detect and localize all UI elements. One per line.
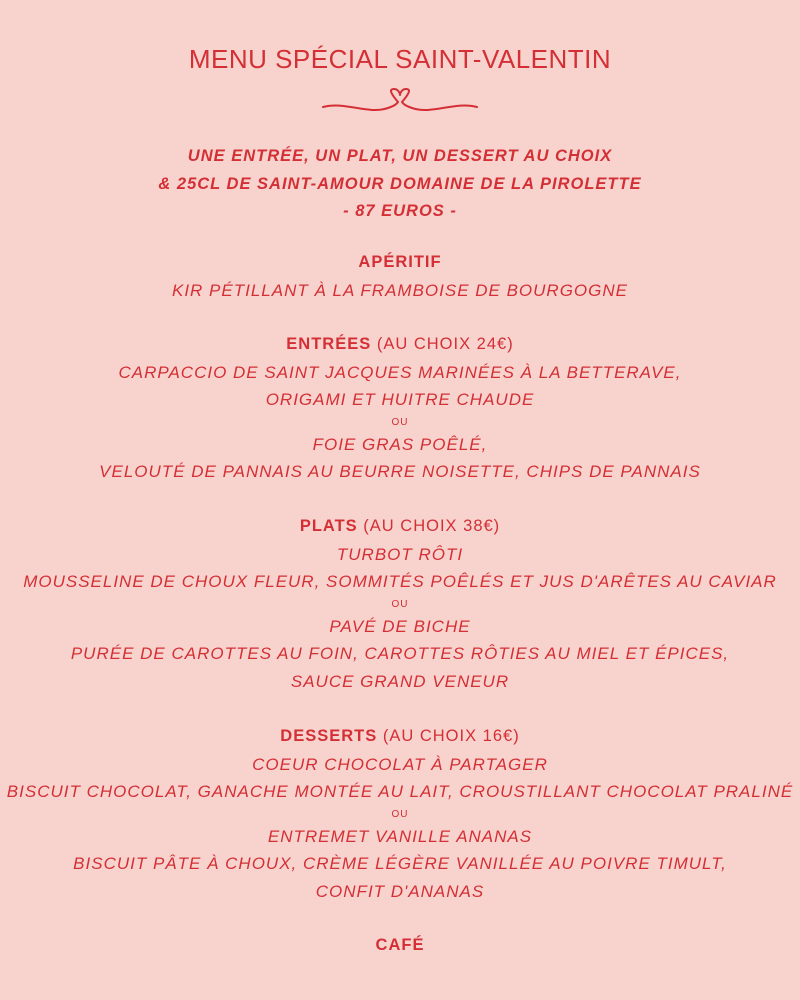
entrees-section bbox=[0, 331, 800, 486]
cafe-heading: CAFÉ bbox=[375, 936, 425, 954]
plat-option-1-line-2: MOUSSELINE DE CHOUX FLEUR, SOMMITÉS POÊLÉS ET JUS D'ARÊTES AU CAVIAR bbox=[23, 572, 777, 591]
cafe-section bbox=[0, 932, 800, 960]
offer-line-1: UNE ENTRÉE, UN PLAT, UN DESSERT AU CHOIX bbox=[187, 147, 613, 165]
menu-title: MENU SPÉCIAL SAINT-VALENTIN bbox=[188, 44, 612, 74]
dessert-option-2-line-3: CONFIT D'ANANAS bbox=[315, 881, 485, 901]
plat-option-1-line-1: TURBOT RÔTI bbox=[336, 544, 464, 564]
entree-option-1-line-1: CARPACCIO DE SAINT JACQUES MARINÉES À LA BETTERAVE, bbox=[118, 362, 682, 382]
plats-section bbox=[0, 513, 800, 695]
entree-option-2-line-1: FOIE GRAS POÊLÉ, bbox=[312, 434, 488, 454]
dessert-option-1-line-1: COEUR CHOCOLAT À PARTAGER bbox=[252, 754, 548, 774]
entrees-heading: ENTRÉES (AU CHOIX 24€) bbox=[286, 335, 514, 353]
aperitif-section bbox=[0, 249, 800, 304]
desserts-price: (AU CHOIX 16€) bbox=[382, 727, 520, 745]
offer-price: - 87 EUROS - bbox=[343, 202, 457, 220]
desserts-section bbox=[0, 723, 800, 905]
offer-block bbox=[0, 143, 800, 226]
heart-icon bbox=[320, 88, 480, 124]
offer-line-2: & 25CL DE SAINT-AMOUR DOMAINE DE LA PIROLETTE bbox=[158, 174, 642, 193]
dessert-option-2-line-2: BISCUIT PÂTE À CHOUX, CRÈME LÉGÈRE VANILLÉE AU POIVRE TIMULT, bbox=[73, 854, 727, 873]
plat-option-2-line-2: PURÉE DE CAROTTES AU FOIN, CAROTTES RÔTIES AU MIEL ET ÉPICES, bbox=[70, 644, 730, 663]
aperitif-heading: APÉRITIF bbox=[358, 253, 442, 271]
plats-heading: PLATS (AU CHOIX 38€) bbox=[299, 517, 501, 535]
plat-option-2-line-3: SAUCE GRAND VENEUR bbox=[290, 671, 510, 691]
entree-option-2-line-2: VELOUTÉ DE PANNAIS AU BEURRE NOISETTE, CHIPS DE PANNAIS bbox=[99, 462, 701, 481]
entrees-price: (AU CHOIX 24€) bbox=[376, 335, 514, 353]
entree-option-1-line-2: ORIGAMI ET HUITRE CHAUDE bbox=[265, 390, 535, 409]
desserts-heading: DESSERTS (AU CHOIX 16€) bbox=[280, 727, 520, 745]
aperitif-item: KIR PÉTILLANT À LA FRAMBOISE DE BOURGOGNE bbox=[171, 280, 628, 300]
plats-separator: OU bbox=[391, 598, 409, 610]
plats-price: (AU CHOIX 38€) bbox=[363, 517, 501, 535]
dessert-option-2-line-1: ENTREMET VANILLE ANANAS bbox=[267, 826, 533, 846]
plat-option-2-line-1: PAVÉ DE BICHE bbox=[329, 616, 471, 636]
dessert-option-1-line-2: BISCUIT CHOCOLAT, GANACHE MONTÉE AU LAIT, CROUSTILLANT CHOCOLAT PRALINÉ bbox=[6, 782, 794, 801]
entrees-separator: OU bbox=[391, 416, 409, 428]
desserts-separator: OU bbox=[391, 808, 409, 820]
